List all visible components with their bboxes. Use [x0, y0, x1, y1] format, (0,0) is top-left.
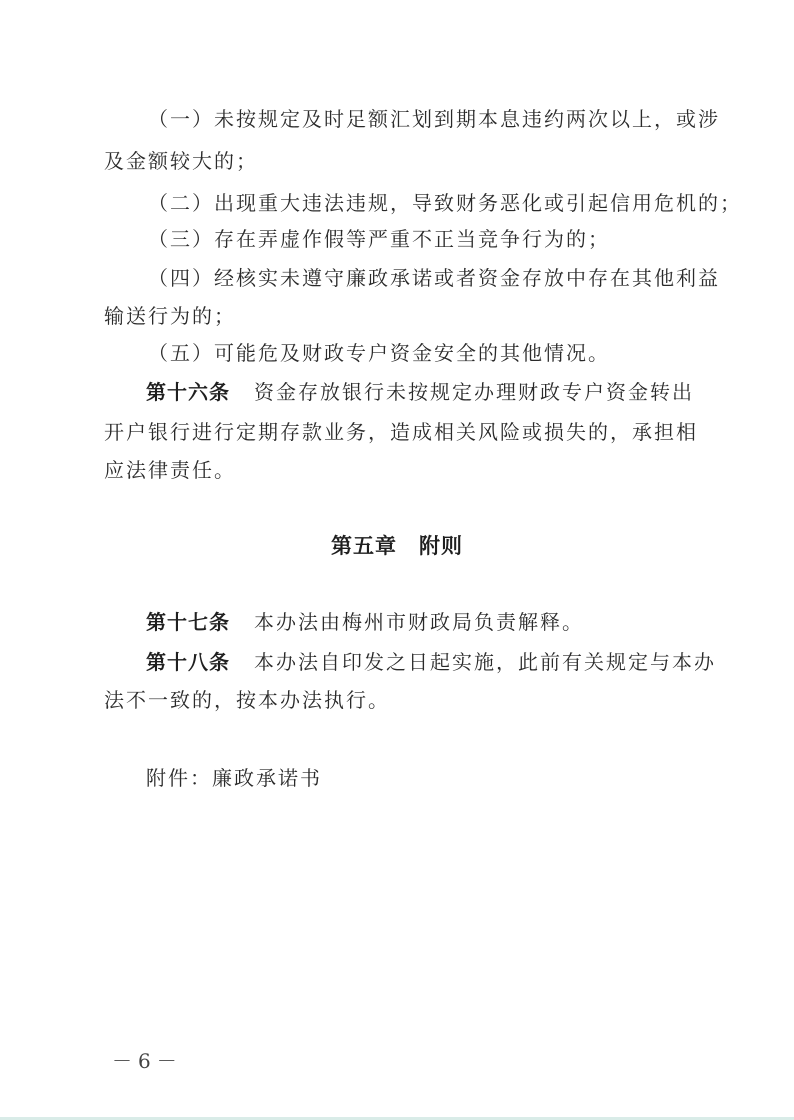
article-16-line-2: 开户银行进行定期存款业务，造成相关风险或损失的，承担相 — [104, 420, 698, 444]
article-18-line-1 — [146, 648, 716, 676]
clause-item-5: （五）可能危及财政专户资金安全的其他情况。 — [148, 341, 610, 365]
chapter-number: 第五章 — [331, 534, 397, 558]
article-16-line-3: 应法律责任。 — [104, 458, 236, 482]
article-18-text-1: 本办法自印发之日起实施，此前有关规定与本办 — [254, 650, 716, 674]
clause-item-2: （二）出现重大违法违规，导致财务恶化或引起信用危机的； — [148, 191, 742, 215]
article-17-label: 第十七条 — [146, 610, 230, 634]
clause-item-1-line-1: （一）未按规定及时足额汇划到期本息违约两次以上，或涉 — [148, 107, 720, 131]
article-18-line-2: 法不一致的，按本办法执行。 — [104, 688, 390, 712]
article-18-label: 第十八条 — [146, 650, 230, 674]
clause-item-4-line-1: （四）经核实未遵守廉政承诺或者资金存放中存在其他利益 — [148, 266, 720, 290]
clause-item-4-line-2: 输送行为的； — [104, 304, 236, 328]
page-number: －6－ — [112, 1049, 183, 1073]
article-16-label: 第十六条 — [146, 380, 230, 404]
chapter-title: 附则 — [419, 534, 463, 558]
article-17-line — [146, 608, 584, 636]
article-16-line-1 — [146, 378, 694, 406]
clause-item-3: （三）存在弄虚作假等严重不正当竞争行为的； — [148, 227, 610, 251]
clause-item-1-line-2: 及金额较大的； — [104, 149, 258, 173]
chapter-heading — [0, 531, 794, 561]
attachment-note: 附件：廉政承诺书 — [146, 766, 322, 790]
article-17-text: 本办法由梅州市财政局负责解释。 — [254, 610, 584, 634]
article-16-text-1: 资金存放银行未按规定办理财政专户资金转出 — [254, 380, 694, 404]
